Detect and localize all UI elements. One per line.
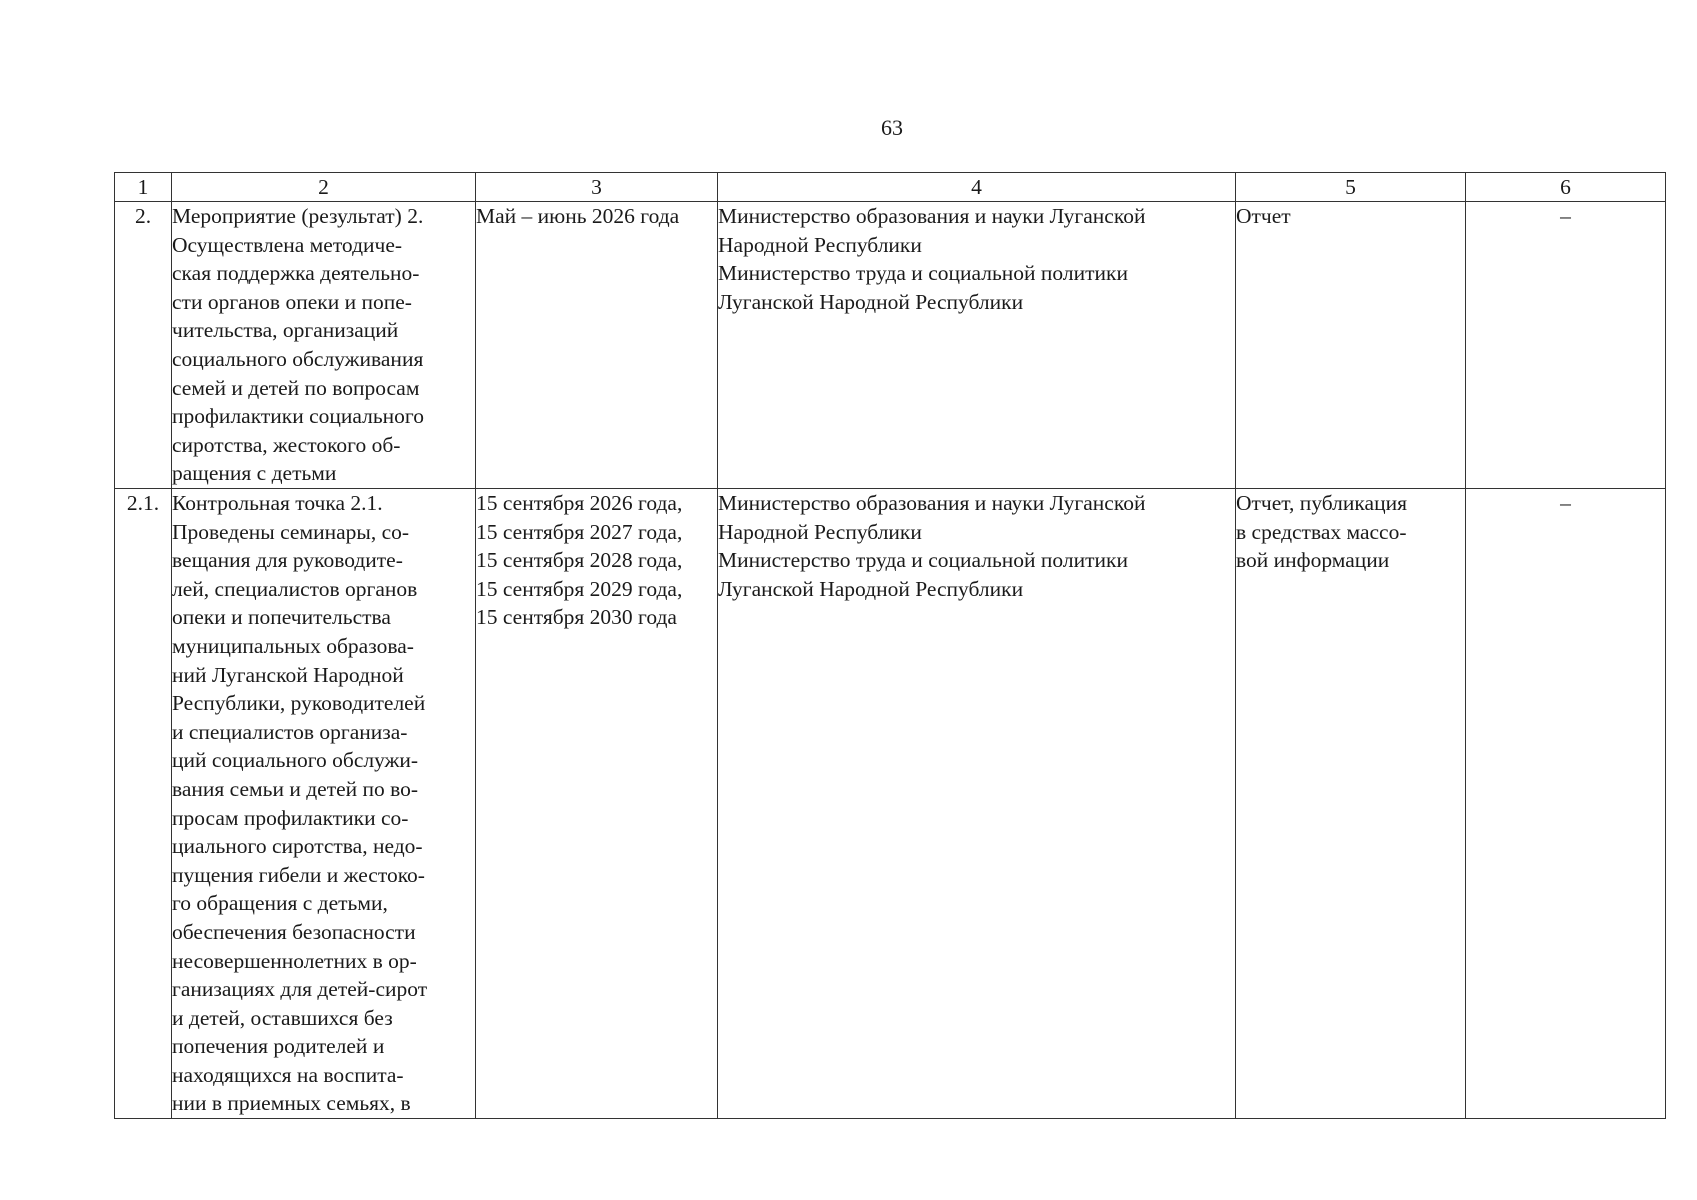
text-line: лей, специалистов органов: [172, 576, 418, 601]
text-line: Народной Республики: [718, 232, 922, 257]
text-line: в средствах массо-: [1236, 519, 1407, 544]
text-line: Луганской Народной Республики: [718, 289, 1024, 314]
table-row: [115, 202, 1666, 489]
text-line: вещания для руководите-: [172, 548, 403, 573]
text-line: чительства, организаций: [172, 318, 399, 343]
table-row: [115, 489, 1666, 1119]
text-line: несовершеннолетних в ор-: [172, 948, 417, 973]
date-line: 15 сентября 2030 года: [476, 605, 677, 630]
column-header: 1: [115, 173, 172, 202]
row-dates: [476, 489, 718, 1119]
text-line: Проведены семинары, со-: [172, 519, 410, 544]
text-line: опеки и попечительства: [172, 605, 391, 630]
column-header: 2: [172, 173, 476, 202]
text-line: Министерство образования и науки Луганской: [718, 491, 1146, 515]
row-col6: –: [1466, 489, 1666, 1119]
text-line: ний Луганской Народной: [172, 662, 404, 687]
text-line: Контрольная точка 2.1.: [172, 491, 383, 515]
text-line: семей и детей по вопросам: [172, 375, 420, 400]
text-line: Луганской Народной Республики: [718, 576, 1024, 601]
date-line: 15 сентября 2028 года,: [476, 548, 683, 573]
text-line: Отчет: [1236, 204, 1291, 228]
date-line: 15 сентября 2026 года,: [476, 491, 683, 515]
text-line: ганизациях для детей-сирот: [172, 977, 428, 1002]
text-line: сти органов опеки и попе-: [172, 289, 412, 314]
text-line: пущения гибели и жестоко-: [172, 862, 425, 887]
text-line: нии в приемных семьях, в: [172, 1091, 411, 1116]
text-line: и специалистов организа-: [172, 719, 408, 744]
text-line: профилактики социального: [172, 404, 424, 429]
text-line: и детей, оставшихся без: [172, 1005, 393, 1030]
text-line: Министерство образования и науки Луганской: [718, 204, 1146, 228]
text-line: Осуществлена методиче-: [172, 232, 403, 257]
text-line: сиротства, жестокого об-: [172, 432, 401, 457]
text-line: ская поддержка деятельно-: [172, 261, 420, 286]
row-result: [1236, 489, 1466, 1119]
text-line: Отчет, публикация: [1236, 491, 1407, 515]
text-line: обеспечения безопасности: [172, 919, 416, 944]
plan-table: [114, 172, 1666, 1119]
text-line: ращения с детьми: [172, 461, 337, 486]
row-number: 2.: [115, 202, 172, 489]
text-line: вания семьи и детей по во-: [172, 776, 419, 801]
column-header: 5: [1236, 173, 1466, 202]
text-line: социального обслуживания: [172, 346, 424, 371]
page-number: 63: [881, 115, 903, 140]
text-line: просам профилактики со-: [172, 805, 409, 830]
text-line: вой информации: [1236, 548, 1390, 573]
row-description: [172, 489, 476, 1119]
row-responsible: [718, 489, 1236, 1119]
text-line: муниципальных образова-: [172, 633, 414, 658]
row-result: [1236, 202, 1466, 489]
text-line: Министерство труда и социальной политики: [718, 261, 1128, 286]
date-line: 15 сентября 2029 года,: [476, 576, 683, 601]
text-line: попечения родителей и: [172, 1034, 385, 1059]
text-line: ций социального обслужи-: [172, 748, 419, 773]
row-description: [172, 202, 476, 489]
row-number: 2.1.: [115, 489, 172, 1119]
text-line: Министерство труда и социальной политики: [718, 548, 1128, 573]
row-col6: –: [1466, 202, 1666, 489]
column-header: 6: [1466, 173, 1666, 202]
column-header: 4: [718, 173, 1236, 202]
date-line: Май – июнь 2026 года: [476, 204, 680, 228]
text-line: находящихся на воспита-: [172, 1062, 404, 1087]
text-line: Мероприятие (результат) 2.: [172, 204, 424, 228]
table-header-row: [115, 173, 1666, 202]
column-header: 3: [476, 173, 718, 202]
date-line: 15 сентября 2027 года,: [476, 519, 683, 544]
text-line: го обращения с детьми,: [172, 891, 388, 916]
row-dates: [476, 202, 718, 489]
row-responsible: [718, 202, 1236, 489]
text-line: Республики, руководителей: [172, 691, 426, 716]
text-line: Народной Республики: [718, 519, 922, 544]
text-line: циального сиротства, недо-: [172, 834, 423, 859]
